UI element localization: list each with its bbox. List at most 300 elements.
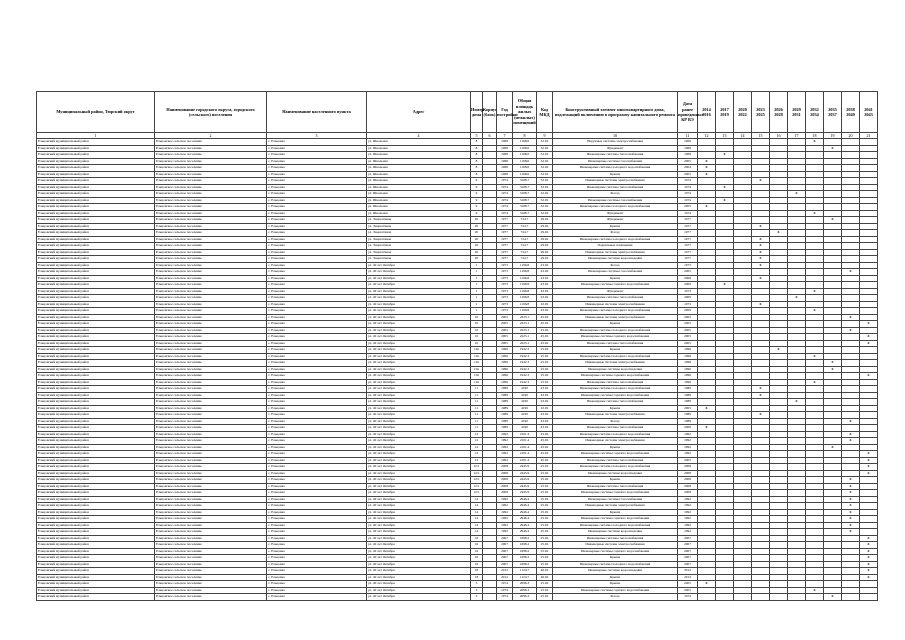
district-cell: Ельцовский муниципальный район [37,223,155,230]
last-repair-date-cell: 1992 [678,516,698,523]
area-cell: 3168.7 [513,197,537,204]
locality-cell: с. Ельцовка [267,230,367,237]
year-built-cell: 2008 [497,464,513,471]
address-cell: ул. 40 лет Октября [367,353,471,360]
period-mark-cell: X [842,431,860,438]
house-number-cell: 9 [471,204,483,211]
settlement-cell: Ельцовское сельское поселение [155,503,267,510]
year-built-cell: 1974 [497,197,513,204]
locality-cell: с. Ельцовка [267,152,367,159]
house-number-cell: 20 [471,230,483,237]
settlement-cell: Ельцовское сельское поселение [155,418,267,425]
table-row [37,594,878,601]
mkd-code-cell: 43.02 [537,418,553,425]
year-built-cell: 1968 [497,139,513,146]
period-mark-cell: X [752,223,770,230]
year-built-cell: 1992 [497,451,513,458]
mkd-code-cell: 43.02 [537,399,553,406]
last-repair-date-cell: 1989 [678,386,698,393]
period-mark-cell: X [788,399,806,406]
year-built-cell: 2005 [497,321,513,328]
period-mark-cell: X [860,535,878,542]
district-cell: Ельцовский муниципальный район [37,516,155,523]
settlement-cell: Ельцовское сельское поселение [155,587,267,594]
mkd-code-cell: 43.02 [537,269,553,276]
district-cell: Ельцовский муниципальный район [37,314,155,321]
area-cell: 2445.9 [513,464,537,471]
address-cell: ул. Энергетиков [367,236,471,243]
year-built-cell: 1992 [497,503,513,510]
district-cell: Ельцовский муниципальный район [37,165,155,172]
address-cell: ул. 40 лет Октября [367,555,471,562]
district-cell: Ельцовский муниципальный район [37,178,155,185]
district-cell: Ельцовский муниципальный район [37,139,155,146]
last-repair-date-cell: 1996 [678,373,698,380]
period-mark-cell: X [842,483,860,490]
settlement-cell: Ельцовское сельское поселение [155,444,267,451]
period-mark-cell: X [860,548,878,555]
locality-cell: с. Ельцовка [267,594,367,601]
house-number-cell: 12/1 [471,464,483,471]
period-mark-cell: X [788,295,806,302]
settlement-cell: Ельцовское сельское поселение [155,262,267,269]
mkd-code-cell: 25.02 [537,548,553,555]
last-repair-date-cell: 2008 [678,477,698,484]
period-mark-cell: X [842,477,860,484]
period-mark-cell: X [824,444,842,451]
period-mark-cell: X [842,496,860,503]
structural-element-cell: Фундамент [553,145,678,152]
year-built-cell: 1977 [497,236,513,243]
structural-element-cell: Инженерные системы водоотведения [553,529,678,536]
year-built-cell: 2007 [497,555,513,562]
house-number-cell: 11 [471,399,483,406]
locality-cell: с. Ельцовка [267,451,367,458]
mkd-code-cell: 25.02 [537,347,553,354]
year-built-cell: 1973 [497,288,513,295]
mkd-code-cell: 32.02 [537,204,553,211]
structural-element-cell: Инженерные системы горячего водоснабжения [553,587,678,594]
last-repair-date-cell: 1996 [678,366,698,373]
locality-cell: с. Ельцовка [267,568,367,575]
district-cell: Ельцовский муниципальный район [37,230,155,237]
structural-element-cell: Крыша [553,347,678,354]
house-number-cell: 1 [471,262,483,269]
column-header: 2041 2043 [860,92,878,133]
year-built-cell: 1973 [497,308,513,315]
area-cell: 724.7 [513,236,537,243]
header-row [37,92,878,133]
mkd-code-cell: 25.02 [537,587,553,594]
column-number: 20 [842,133,860,139]
period-mark-cell: X [842,314,860,321]
period-mark-cell: X [860,321,878,328]
settlement-cell: Ельцовское сельское поселение [155,314,267,321]
locality-cell: с. Ельцовка [267,535,367,542]
house-number-cell: 12/1 [471,483,483,490]
last-repair-date-cell: 1977 [678,230,698,237]
area-cell: 1124.7 [513,574,537,581]
house-number-cell: 8 [471,171,483,178]
house-number-cell: 11 [471,412,483,419]
structural-element-cell: Инженерные системы горячего водоснабжения [553,451,678,458]
period-mark-cell: X [860,561,878,568]
last-repair-date-cell: 1977 [678,236,698,243]
mkd-code-cell: 25.02 [537,483,553,490]
year-built-cell: 2008 [497,490,513,497]
table-body [37,139,878,601]
year-built-cell: 2012 [497,574,513,581]
column-number: 13 [716,133,734,139]
locality-cell: с. Ельцовка [267,308,367,315]
period-mark-cell: X [860,470,878,477]
settlement-cell: Ельцовское сельское поселение [155,236,267,243]
district-cell: Ельцовский муниципальный район [37,282,155,289]
locality-cell: с. Ельцовка [267,184,367,191]
area-cell: 3168.7 [513,178,537,185]
district-cell: Ельцовский муниципальный район [37,470,155,477]
district-cell: Ельцовский муниципальный район [37,217,155,224]
mkd-code-cell: 25.02 [537,581,553,588]
settlement-cell: Ельцовское сельское поселение [155,256,267,263]
settlement-cell: Ельцовское сельское поселение [155,230,267,237]
district-cell: Ельцовский муниципальный район [37,288,155,295]
structural-element-cell: Инженерные системы теплоснабжения [553,399,678,406]
locality-cell: с. Ельцовка [267,204,367,211]
house-number-cell: 18 [471,568,483,575]
settlement-cell: Ельцовское сельское поселение [155,217,267,224]
column-header: 2035 2037 [824,92,842,133]
district-cell: Ельцовский муниципальный район [37,425,155,432]
district-cell: Ельцовский муниципальный район [37,555,155,562]
locality-cell: с. Ельцовка [267,243,367,250]
address-cell: ул. 40 лет Октября [367,444,471,451]
house-number-cell: 11 [471,386,483,393]
address-cell: ул. Энергетиков [367,256,471,263]
column-number: 19 [824,133,842,139]
locality-cell: с. Ельцовка [267,282,367,289]
year-built-cell: 1977 [497,223,513,230]
structural-element-cell: Инженерные системы электроснабжения [553,178,678,185]
address-cell: ул. 40 лет Октября [367,581,471,588]
year-built-cell: 2005 [497,340,513,347]
settlement-cell: Ельцовское сельское поселение [155,275,267,282]
address-cell: ул. 40 лет Октября [367,548,471,555]
house-number-cell: 10а [471,353,483,360]
settlement-cell: Ельцовское сельское поселение [155,522,267,529]
house-number-cell: 11 [471,392,483,399]
settlement-cell: Ельцовское сельское поселение [155,542,267,549]
settlement-cell: Ельцовское сельское поселение [155,379,267,386]
address-cell: ул. 40 лет Октября [367,405,471,412]
structural-element-cell: Инженерные системы горячего водоснабжения [553,282,678,289]
mkd-code-cell: 43.02 [537,288,553,295]
structural-element-cell: Инженерные системы горячего водоснабжения [553,548,678,555]
structural-element-cell: Инженерные системы электроснабжения [553,542,678,549]
locality-cell: с. Ельцовка [267,171,367,178]
house-number-cell: 11 [471,405,483,412]
year-built-cell: 1992 [497,438,513,445]
mkd-code-cell: 45.02 [537,438,553,445]
mkd-code-cell: 25.02 [537,360,553,367]
settlement-cell: Ельцовское сельское поселение [155,373,267,380]
last-repair-date-cell: 2007 [678,548,698,555]
last-repair-date-cell: 1969 [678,139,698,146]
settlement-cell: Ельцовское сельское поселение [155,184,267,191]
structural-element-cell: Инженерные системы горячего водоснабжения [553,490,678,497]
settlement-cell: Ельцовское сельское поселение [155,308,267,315]
address-cell: ул. Энергетиков [367,217,471,224]
column-header: Номер дома [471,92,483,133]
district-cell: Ельцовский муниципальный район [37,327,155,334]
house-number-cell: 16 [471,555,483,562]
locality-cell: с. Ельцовка [267,509,367,516]
address-cell: ул. Школьная [367,145,471,152]
area-cell: 724.7 [513,243,537,250]
settlement-cell: Ельцовское сельское поселение [155,555,267,562]
address-cell: ул. 40 лет Октября [367,275,471,282]
period-mark-cell [752,594,770,601]
mkd-code-cell: 25.02 [537,373,553,380]
locality-cell: с. Ельцовка [267,392,367,399]
last-repair-date-cell: 1974 [678,210,698,217]
column-header: Год постройки [497,92,513,133]
locality-cell: с. Ельцовка [267,522,367,529]
period-mark-cell: X [716,184,734,191]
address-cell: ул. 40 лет Октября [367,379,471,386]
last-repair-date-cell: 1973 [678,262,698,269]
address-cell: ул. 40 лет Октября [367,594,471,601]
period-mark-cell [806,594,824,601]
mkd-code-cell: 45.02 [537,334,553,341]
structural-element-cell: Инженерные системы электроснабжения [553,438,678,445]
locality-cell: с. Ельцовка [267,444,367,451]
last-repair-date-cell: 1973 [678,301,698,308]
period-mark-cell: X [752,386,770,393]
last-repair-date-cell: 2005 [678,405,698,412]
mkd-code-cell: 25.02 [537,477,553,484]
period-mark-cell: X [752,249,770,256]
period-mark-cell: X [860,464,878,471]
year-built-cell: 2008 [497,470,513,477]
district-cell: Ельцовский муниципальный район [37,574,155,581]
address-cell: ул. 40 лет Октября [367,314,471,321]
area-cell: 2223.1 [513,314,537,321]
mkd-code-cell: 32.02 [537,191,553,198]
district-cell: Ельцовский муниципальный район [37,340,155,347]
year-built-cell: 1977 [497,243,513,250]
house-number-cell: 10а [471,379,483,386]
year-built-cell: 1989 [497,418,513,425]
locality-cell: с. Ельцовка [267,360,367,367]
mkd-code-cell: 43.02 [537,308,553,315]
district-cell: Ельцовский муниципальный район [37,334,155,341]
last-repair-date-cell: 1989 [678,399,698,406]
period-mark-cell: X [698,158,716,165]
year-built-cell: 1968 [497,165,513,172]
column-number: 1 [37,133,155,139]
locality-cell: с. Ельцовка [267,314,367,321]
district-cell: Ельцовский муниципальный район [37,379,155,386]
period-mark-cell: X [698,581,716,588]
house-number-cell: 14 [471,516,483,523]
settlement-cell: Ельцовское сельское поселение [155,574,267,581]
locality-cell: с. Ельцовка [267,327,367,334]
area-cell: 1698.2 [513,535,537,542]
last-repair-date-cell: 2005 [678,334,698,341]
structural-element-cell: Инженерные системы холодного водоснабжения [553,165,678,172]
locality-cell: с. Ельцовка [267,574,367,581]
district-cell: Ельцовский муниципальный район [37,464,155,471]
year-built-cell: 1996 [497,360,513,367]
mkd-code-cell: 32.02 [537,165,553,172]
address-cell: ул. Школьная [367,210,471,217]
area-cell: 2101.4 [513,451,537,458]
last-repair-date-cell: 2008 [678,464,698,471]
structural-element-cell: Инженерные системы теплоснабжения [553,295,678,302]
structural-element-cell: Крыша [553,574,678,581]
mkd-code-cell: 32.02 [537,158,553,165]
address-cell: ул. 40 лет Октября [367,360,471,367]
district-cell: Ельцовский муниципальный район [37,548,155,555]
last-repair-date-cell: 2005 [678,158,698,165]
mkd-code-cell: 25.02 [537,464,553,471]
structural-element-cell: Крыша [553,405,678,412]
column-number: 12 [698,133,716,139]
locality-cell: с. Ельцовка [267,418,367,425]
area-cell: 1168.6 [513,165,537,172]
year-built-cell: 1989 [497,412,513,419]
column-number: 16 [770,133,788,139]
structural-element-cell: Крыша [553,275,678,282]
address-cell: ул. 40 лет Октября [367,399,471,406]
address-cell: ул. Школьная [367,204,471,211]
area-cell: 2101.4 [513,444,537,451]
last-repair-date-cell: 1992 [678,522,698,529]
house-number-cell: 10 [471,321,483,328]
period-mark-cell: X [842,490,860,497]
period-mark-cell: X [824,360,842,367]
district-cell: Ельцовский муниципальный район [37,360,155,367]
settlement-cell: Ельцовское сельское поселение [155,139,267,146]
house-number-cell: 9 [471,184,483,191]
area-cell: 1196.8 [513,262,537,269]
column-header: Дата ранее проведенных КР ВЭ [678,92,698,133]
last-repair-date-cell: 2005 [678,269,698,276]
address-cell: ул. 40 лет Октября [367,509,471,516]
locality-cell: с. Ельцовка [267,464,367,471]
locality-cell: с. Ельцовка [267,548,367,555]
house-number-cell: 20 [471,223,483,230]
year-built-cell: 2007 [497,542,513,549]
period-mark-cell: X [752,275,770,282]
address-cell: ул. Школьная [367,171,471,178]
structural-element-cell: Крыша [553,555,678,562]
column-header: 2038 2040 [842,92,860,133]
address-cell: ул. 40 лет Октября [367,470,471,477]
area-cell: 2223.1 [513,327,537,334]
locality-cell: с. Ельцовка [267,139,367,146]
structural-element-cell: Инженерные системы теплоснабжения [553,340,678,347]
mkd-code-cell: 25.02 [537,353,553,360]
address-cell: ул. Школьная [367,178,471,185]
period-mark-cell: X [752,262,770,269]
column-header: 2023 2025 [752,92,770,133]
area-cell: 1942.3 [513,366,537,373]
structural-element-cell: Подвальные помещения [553,243,678,250]
period-mark-cell: X [752,178,770,185]
area-cell: 724.7 [513,256,537,263]
period-mark-cell: X [752,243,770,250]
structural-element-cell: Инженерные системы горячего водоснабжения [553,334,678,341]
mkd-code-cell: 25.02 [537,542,553,549]
last-repair-date-cell: 1974 [678,594,698,601]
area-cell: 3168.7 [513,210,537,217]
year-built-cell: 1989 [497,399,513,406]
mkd-code-cell: 25.02 [537,470,553,477]
locality-cell: с. Ельцовка [267,425,367,432]
district-cell: Ельцовский муниципальный район [37,210,155,217]
house-number-cell: 16 [471,561,483,568]
structural-element-cell: Фундамент [553,288,678,295]
area-cell: 2223.1 [513,334,537,341]
locality-cell: с. Ельцовка [267,587,367,594]
address-cell: ул. 40 лет Октября [367,516,471,523]
year-built-cell: 2005 [497,327,513,334]
column-number: 18 [806,133,824,139]
locality-cell: с. Ельцовка [267,191,367,198]
district-cell: Ельцовский муниципальный район [37,431,155,438]
address-cell: ул. 40 лет Октября [367,438,471,445]
locality-cell: с. Ельцовка [267,197,367,204]
year-built-cell: 2007 [497,535,513,542]
district-cell: Ельцовский муниципальный район [37,171,155,178]
house-number-cell: 20 [471,243,483,250]
district-cell: Ельцовский муниципальный район [37,405,155,412]
district-cell: Ельцовский муниципальный район [37,347,155,354]
last-repair-date-cell: 1968 [678,145,698,152]
year-built-cell: 1996 [497,353,513,360]
year-built-cell: 1973 [497,301,513,308]
structural-element-cell: Фасад [553,191,678,198]
address-cell: ул. 40 лет Октября [367,392,471,399]
district-cell: Ельцовский муниципальный район [37,145,155,152]
district-cell: Ельцовский муниципальный район [37,451,155,458]
address-cell: ул. 40 лет Октября [367,542,471,549]
area-cell: 1196.8 [513,282,537,289]
settlement-cell: Ельцовское сельское поселение [155,191,267,198]
structural-element-cell: Инженерные системы газоснабжения [553,197,678,204]
locality-cell: с. Ельцовка [267,178,367,185]
last-repair-date-cell: 1977 [678,217,698,224]
area-cell: 2946.4 [513,529,537,536]
district-cell: Ельцовский муниципальный район [37,477,155,484]
last-repair-date-cell: 1977 [678,243,698,250]
address-cell: ул. 40 лет Октября [367,464,471,471]
last-repair-date-cell: 2009 [678,282,698,289]
mkd-code-cell: 43.02 [537,412,553,419]
mkd-code-cell: 45.02 [537,321,553,328]
locality-cell: с. Ельцовка [267,340,367,347]
locality-cell: с. Ельцовка [267,470,367,477]
settlement-cell: Ельцовское сельское поселение [155,425,267,432]
district-cell: Ельцовский муниципальный район [37,535,155,542]
period-mark-cell: X [860,568,878,575]
district-cell: Ельцовский муниципальный район [37,568,155,575]
structural-element-cell: Инженерные системы горячего водоснабжения [553,516,678,523]
locality-cell: с. Ельцовка [267,262,367,269]
structural-element-cell: Крыша [553,321,678,328]
